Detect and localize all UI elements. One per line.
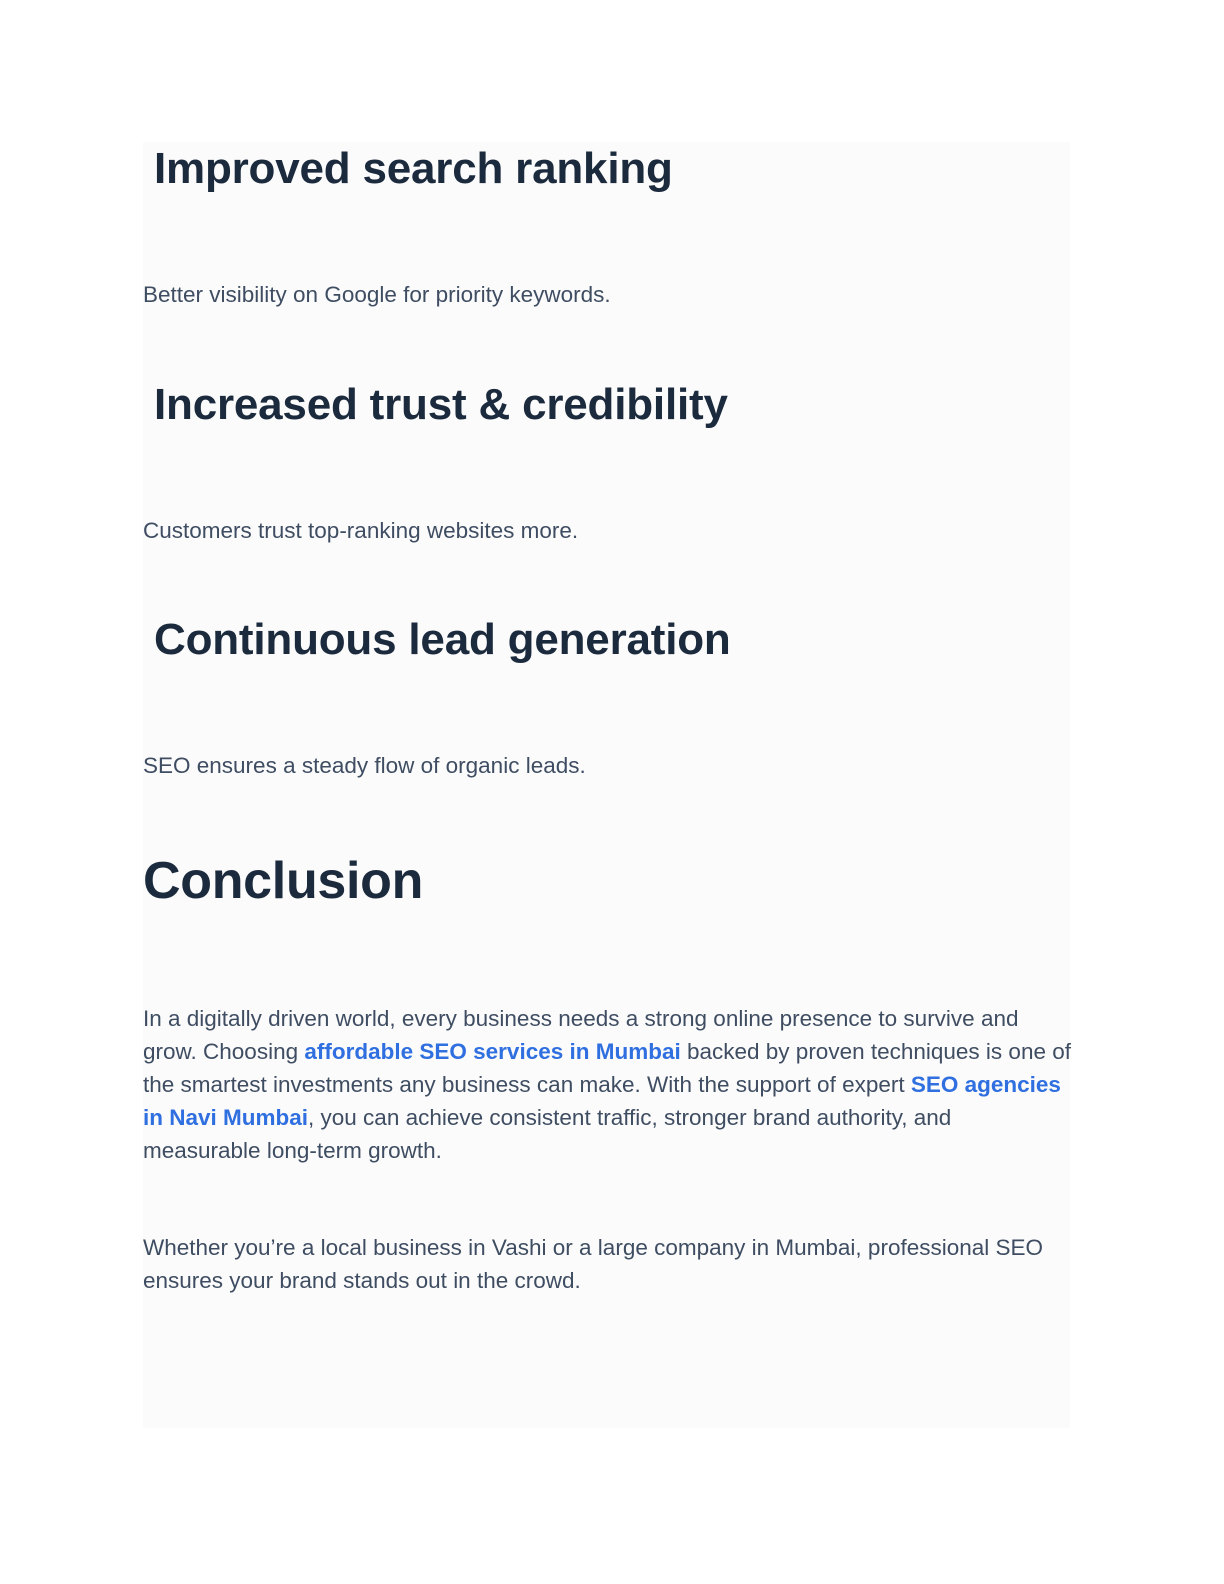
affordable-seo-services-link[interactable]: affordable SEO services in Mumbai — [304, 1039, 681, 1064]
conclusion-text-part-2: backed by proven techniques is one of the smartest investments any business can make. With the support of expert — [143, 1039, 1071, 1097]
heading-continuous-lead-generation: Continuous lead generation — [154, 615, 731, 664]
heading-conclusion: Conclusion — [143, 852, 424, 910]
seo-agencies-navi-mumbai-link[interactable]: SEO agencies in Navi Mumbai — [143, 1072, 1061, 1130]
body-improved-search-ranking: Better visibility on Google for priority keywords. — [143, 282, 611, 307]
body-continuous-lead-generation: SEO ensures a steady flow of organic leads. — [143, 753, 586, 778]
conclusion-text-part-3: , you can achieve consistent traffic, stronger brand authority, and measurable long-term growth. — [143, 1105, 952, 1163]
conclusion-paragraph-2: Whether you’re a local business in Vashi or a large company in Mumbai, professional SEO ensures your brand stands out in the crowd. — [143, 1235, 1044, 1293]
conclusion-paragraph-1 — [143, 1002, 1073, 1167]
body-increased-trust: Customers trust top-ranking websites more. — [143, 518, 579, 543]
heading-increased-trust: Increased trust & credibility — [154, 380, 728, 429]
heading-improved-search-ranking: Improved search ranking — [154, 144, 673, 193]
conclusion-text-part-1: In a digitally driven world, every business needs a strong online presence to survive and grow. Choosing — [143, 1006, 1019, 1064]
